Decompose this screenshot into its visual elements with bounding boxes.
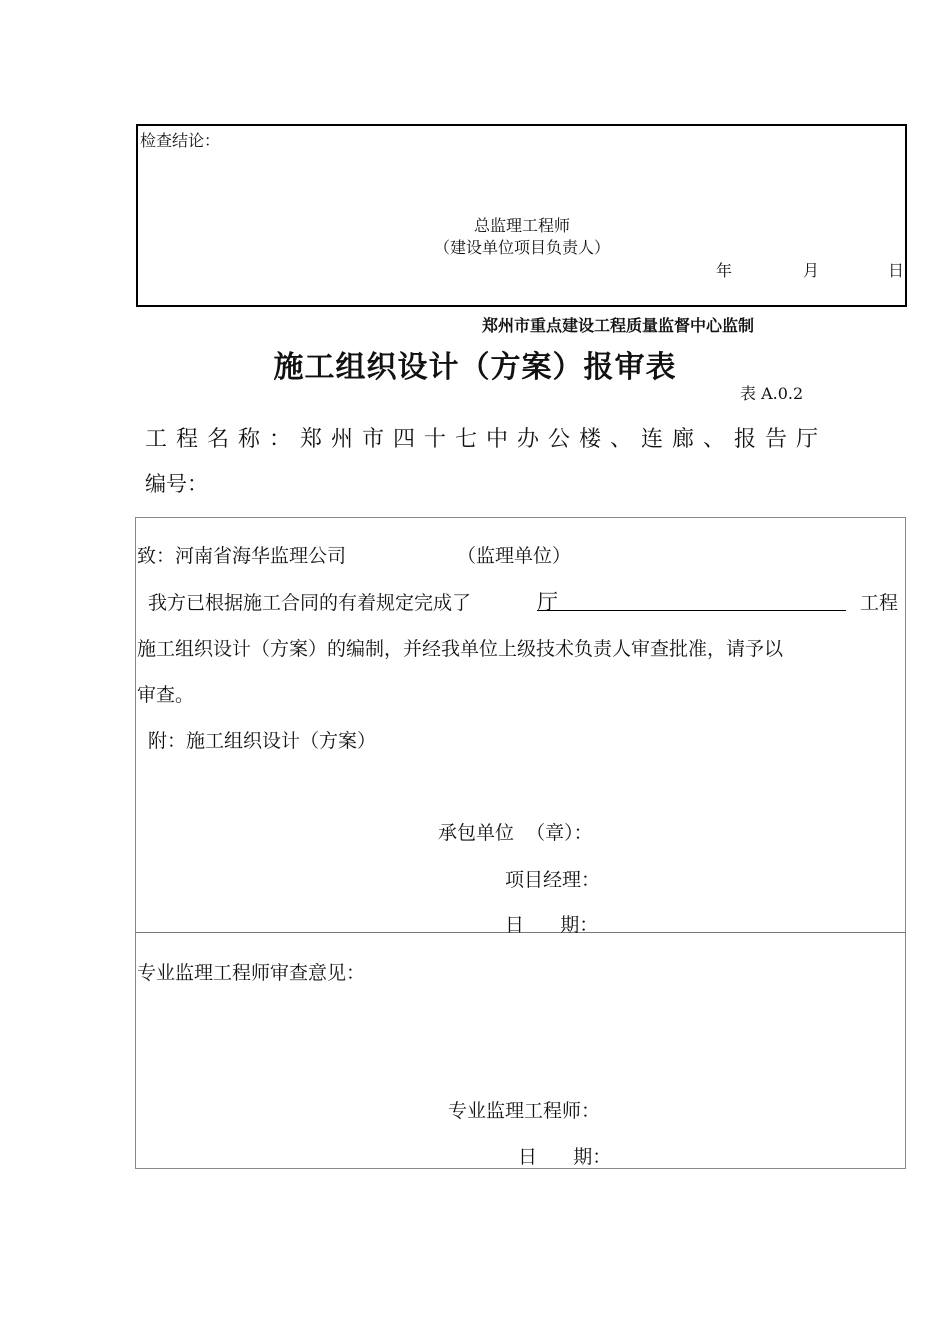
review-engineer-label: 专业监理工程师： (448, 1100, 601, 1122)
statement-line-2: 施工组织设计（方案）的编制，并经我单位上级技术负责人审查批准，请予以 (137, 638, 784, 660)
day-label: 日 (888, 261, 905, 280)
fill-underline (537, 610, 846, 611)
review-label: 专业监理工程师审查意见： (137, 962, 366, 984)
chief-engineer-label: 总监理工程师 (473, 216, 570, 235)
project-fill-value: 厅 (537, 590, 558, 614)
review-date-label: 日 期： (518, 1146, 612, 1168)
issuer: 郑州市重点建设工程质量监督中心监制 (482, 316, 755, 335)
owner-rep-label: （建设单位项目负责人） (433, 238, 610, 257)
statement-line-3: 审查。 (137, 684, 195, 706)
supervisor-unit-label: （监理单位） (457, 545, 572, 567)
conclusion-label: 检查结论： (140, 131, 221, 150)
year-label: 年 (716, 261, 733, 280)
statement-line-1-suffix: 工程 (860, 592, 899, 614)
form-number: 表 A.0.2 (740, 384, 804, 403)
project-name: 工程名称：郑州市四十七中办公楼、连廊、报告厅 (145, 427, 828, 452)
serial-number-label: 编号： (145, 472, 208, 496)
month-label: 月 (803, 261, 820, 280)
project-manager-label: 项目经理： (505, 869, 601, 891)
attachment-line: 附：施工组织设计（方案） (148, 730, 377, 752)
submission-date-label: 日 期： (505, 914, 599, 936)
addressee: 致：河南省海华监理公司 (137, 545, 347, 567)
page-title: 施工组织设计（方案）报审表 (273, 350, 677, 385)
contractor-label: 承包单位 （章）： (438, 822, 593, 844)
statement-line-1: 我方已根据施工合同的有着规定完成了 (148, 592, 472, 614)
